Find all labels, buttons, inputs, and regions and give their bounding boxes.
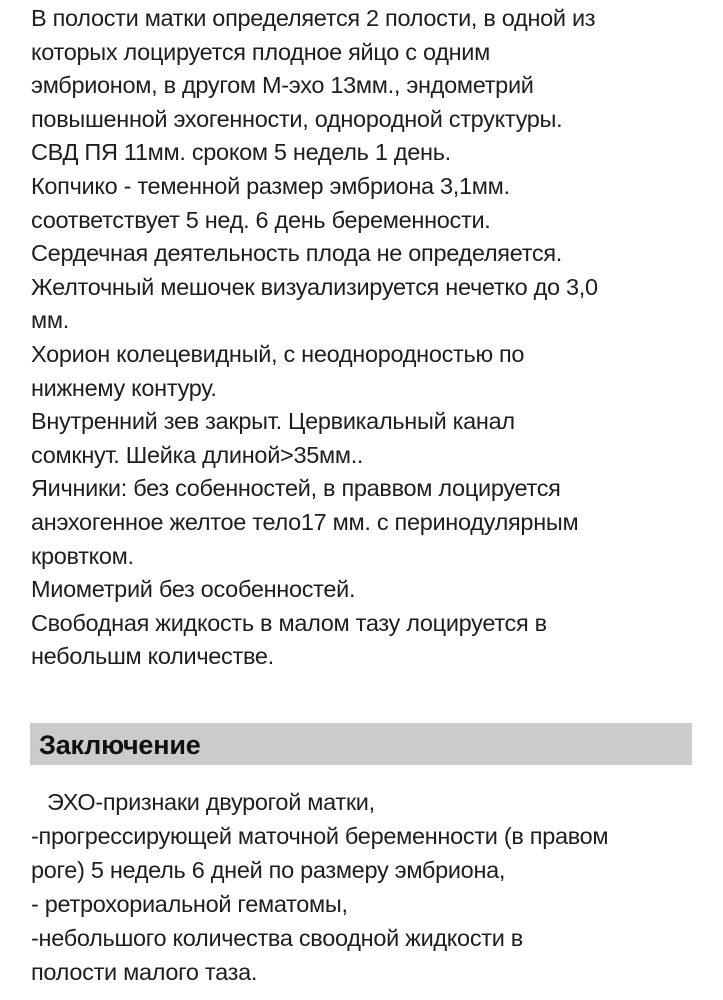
conclusion-line: -прогрессирующей маточной беременности (в правом bbox=[31, 823, 609, 849]
findings-line: Внутренний зев закрыт. Цервикальный канал bbox=[31, 408, 515, 435]
findings-line: сомкнут. Шейка длиной>35мм.. bbox=[31, 441, 364, 468]
findings-line: Яичники: без собенностей, в праввом лоцируется bbox=[31, 475, 561, 502]
conclusion-line: роге) 5 недель 6 дней по размеру эмбриона, bbox=[31, 857, 506, 883]
section-title: Заключение bbox=[39, 730, 201, 760]
findings-line: небольшм количестве. bbox=[31, 643, 274, 670]
findings-line: Хорион колецевидный, с неоднородностью по bbox=[31, 340, 525, 367]
findings-line: Копчико - теменной размер эмбриона 3,1мм. bbox=[31, 172, 510, 199]
findings-line: Сердечная деятельность плода не определяется. bbox=[31, 240, 562, 267]
conclusion-line: полости малого таза. bbox=[31, 959, 258, 985]
findings-line: В полости матки определяется 2 полости, в одной из bbox=[31, 5, 596, 31]
findings-line: нижнему контуру. bbox=[31, 374, 217, 401]
conclusion-line: - ретрохориальной гематомы, bbox=[31, 891, 348, 917]
findings-line: Желточный мешочек визуализируется нечетко до 3,0 bbox=[31, 273, 598, 300]
findings-line: кровтком. bbox=[31, 542, 134, 569]
findings-line: Миометрий без особенностей. bbox=[31, 576, 356, 603]
findings-line: повышенной эхогенности, однородной структуры. bbox=[31, 105, 563, 132]
conclusion-text bbox=[31, 785, 711, 989]
findings-line: соответствует 5 нед. 6 день беременности. bbox=[31, 206, 491, 233]
findings-line: анэхогенное желтое тело17 мм. с перинодулярным bbox=[31, 508, 579, 535]
conclusion-line: -небольшого количества своодной жидкости в bbox=[31, 925, 523, 951]
findings-line: которых лоцируется плодное яйцо с одним bbox=[31, 38, 490, 65]
findings-line: эмбрионом, в другом М-эхо 13мм., эндометрий bbox=[31, 72, 534, 99]
ultrasound-findings-text bbox=[31, 2, 711, 674]
conclusion-section-header bbox=[30, 723, 692, 765]
findings-line: мм. bbox=[31, 307, 69, 334]
findings-line: Свободная жидкость в малом тазу лоцируется в bbox=[31, 609, 547, 636]
findings-line: СВД ПЯ 11мм. сроком 5 недель 1 день. bbox=[31, 139, 451, 166]
conclusion-line: ЭХО-признаки двурогой матки, bbox=[47, 789, 375, 815]
